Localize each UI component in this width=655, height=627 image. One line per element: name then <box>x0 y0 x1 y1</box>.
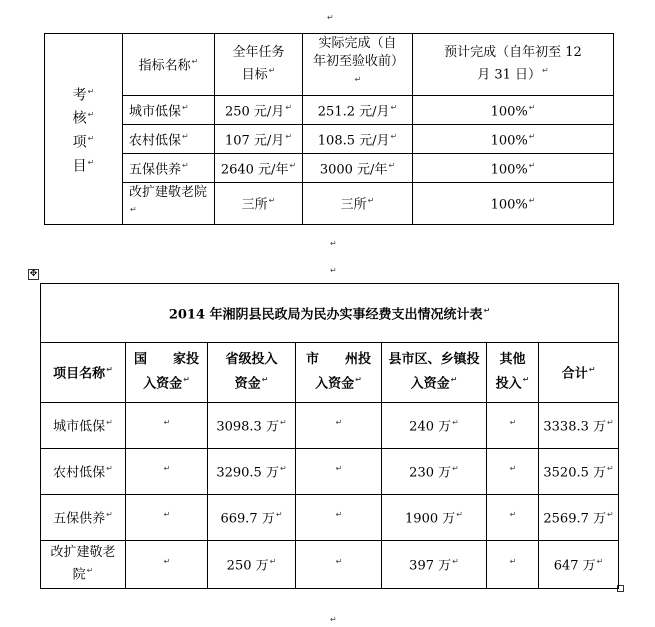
paragraph-mark: ↵ <box>330 615 337 624</box>
header-total: 合计↵ <box>539 343 619 403</box>
header-indicator-name: 指标名称↵ <box>123 34 215 96</box>
table-move-handle[interactable]: ✥ <box>29 269 38 279</box>
table-header-row <box>41 343 619 403</box>
expenditure-statistics-table <box>40 283 619 589</box>
header-project-name: 项目名称↵ <box>41 343 126 403</box>
header-county-funds: 县市区、乡镇投入资金↵ <box>382 343 487 403</box>
assessment-table <box>44 33 614 225</box>
header-other-funds: 其他投入↵ <box>487 343 539 403</box>
table-row: 城市低保↵ 250 元/月↵ 251.2 元/月↵ 100%↵ <box>45 96 614 125</box>
paragraph-mark: ↵ <box>330 239 337 248</box>
header-expected-completion: 预计完成（自年初至 12 月 31 日）↵ <box>413 34 614 96</box>
table-row: 城市低保↵ ↵ 3098.3 万↵ ↵ 240 万↵ ↵ 3338.3 万↵ <box>41 403 619 449</box>
header-annual-target: 全年任务目标↵ <box>215 34 303 96</box>
table-row: 农村低保↵ 107 元/月↵ 108.5 元/月↵ 100%↵ <box>45 125 614 154</box>
assessment-side-label: 考↵ 核↵ 项↵ 目↵ <box>45 34 123 225</box>
table-title: 2014 年湘阴县民政局为民办实事经费支出情况统计表↵ <box>41 284 619 343</box>
table-row: 改扩建敬老院↵ 三所↵ 三所↵ 100%↵ <box>45 183 614 225</box>
header-national-funds: 国 家投入资金↵ <box>126 343 208 403</box>
paragraph-mark: ↵ <box>327 13 334 22</box>
header-provincial-funds: 省级投入资金↵ <box>208 343 296 403</box>
table-row: 改扩建敬老院↵ ↵ 250 万↵ ↵ 397 万↵ ↵ 647 万↵ <box>41 541 619 589</box>
table-row: 五保供养↵ 2640 元/年↵ 3000 元/年↵ 100%↵ <box>45 154 614 183</box>
header-city-funds: 市 州投入资金↵ <box>296 343 382 403</box>
table-row: 农村低保↵ ↵ 3290.5 万↵ ↵ 230 万↵ ↵ 3520.5 万↵ <box>41 449 619 495</box>
paragraph-mark: ↵ <box>330 266 337 275</box>
table-row: 五保供养↵ ↵ 669.7 万↵ ↵ 1900 万↵ ↵ 2569.7 万↵ <box>41 495 619 541</box>
header-actual-completion: 实际完成（自年初至验收前）↵ <box>303 34 413 96</box>
